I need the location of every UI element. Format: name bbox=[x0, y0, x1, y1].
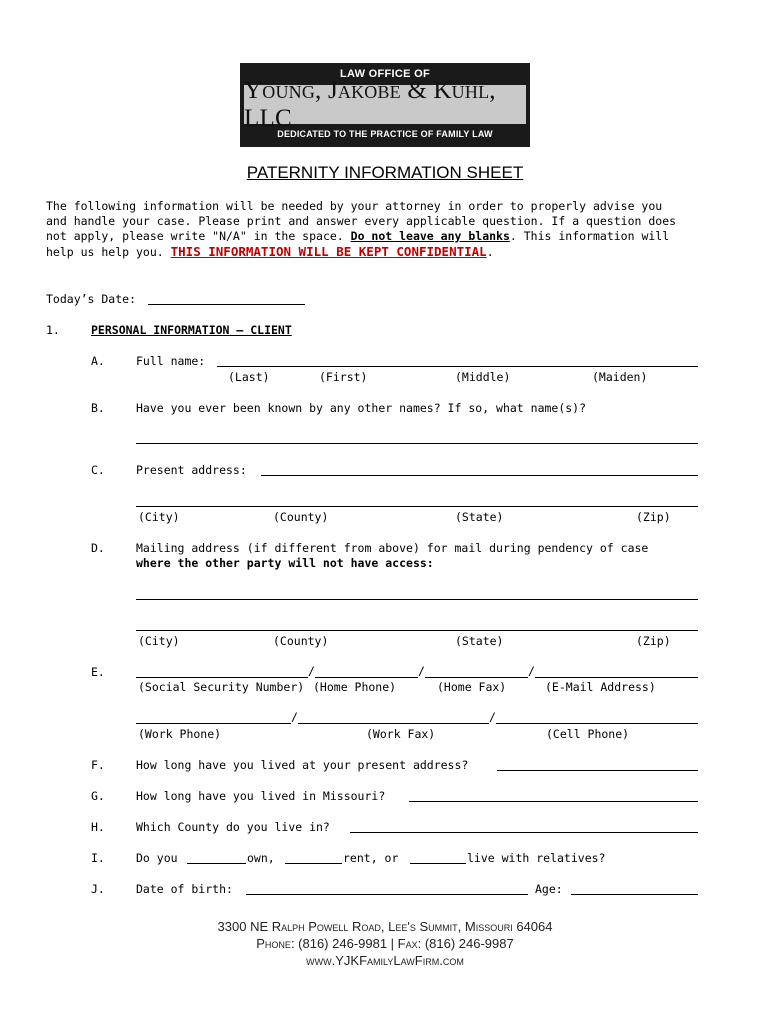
home-phone-field[interactable] bbox=[315, 677, 418, 678]
todays-date-label: Today’s Date: bbox=[46, 292, 137, 306]
item-letter-h: H. bbox=[91, 820, 105, 834]
sub-label-maiden: (Maiden) bbox=[592, 370, 648, 384]
relatives-label: live with relatives? bbox=[467, 851, 606, 865]
dob-field[interactable] bbox=[246, 894, 528, 895]
item-letter-f: F. bbox=[91, 758, 105, 772]
separator: / bbox=[291, 710, 298, 724]
sub-label-last: (Last) bbox=[228, 370, 270, 384]
sub-label-first: (First) bbox=[319, 370, 368, 384]
item-letter-a: A. bbox=[91, 354, 105, 368]
age-field[interactable] bbox=[571, 894, 698, 895]
county-label: Which County do you live in? bbox=[136, 820, 330, 834]
mailing-address-label: Mailing address (if different from above) for mail during pendency of case bbox=[136, 541, 649, 555]
ssn-field[interactable] bbox=[136, 677, 308, 678]
todays-date-field[interactable] bbox=[148, 304, 305, 305]
rent-field[interactable] bbox=[285, 863, 342, 864]
item-letter-b: B. bbox=[91, 401, 105, 415]
home-fax-field[interactable] bbox=[425, 677, 528, 678]
mailing-address-city-field[interactable] bbox=[136, 630, 698, 631]
mailing-address-field[interactable] bbox=[136, 599, 698, 600]
item-letter-i: I. bbox=[91, 851, 105, 865]
rent-label: rent, or bbox=[343, 851, 399, 865]
own-field[interactable] bbox=[187, 863, 246, 864]
present-address-city-field[interactable] bbox=[136, 506, 698, 507]
item-letter-g: G. bbox=[91, 789, 105, 803]
county-field[interactable] bbox=[350, 832, 698, 833]
time-at-address-field[interactable] bbox=[497, 770, 698, 771]
sub-label-city: (City) bbox=[138, 510, 180, 524]
firm-logo bbox=[240, 63, 530, 147]
housing-label: Do you bbox=[136, 851, 178, 865]
no-blanks-notice: Do not leave any blanks bbox=[350, 229, 510, 243]
full-name-field[interactable] bbox=[217, 366, 698, 367]
present-address-label: Present address: bbox=[136, 463, 247, 477]
work-phone-field[interactable] bbox=[136, 723, 291, 724]
footer-website[interactable]: www.YJKFamilyLawFirm.com bbox=[306, 953, 464, 968]
item-letter-d: D. bbox=[91, 541, 105, 555]
item-letter-c: C. bbox=[91, 463, 105, 477]
other-names-field[interactable] bbox=[136, 443, 698, 444]
sub-label-zip: (Zip) bbox=[636, 510, 671, 524]
sub-label-county: (County) bbox=[273, 634, 329, 648]
intro-line-1: The following information will be needed by your attorney in order to properly advise you bbox=[46, 199, 663, 213]
separator: / bbox=[308, 664, 315, 678]
page-title: PATERNITY INFORMATION SHEET bbox=[246, 163, 524, 182]
section-number: 1. bbox=[46, 323, 60, 337]
intro-line-4: help us help you. THIS INFORMATION WILL BE KEPT CONFIDENTIAL. bbox=[46, 244, 494, 259]
footer-phone: Phone: (816) 246-9981 | Fax: (816) 246-9987 bbox=[256, 936, 514, 951]
logo-tagline: DEDICATED TO THE PRACTICE OF FAMILY LAW bbox=[277, 129, 493, 139]
dob-label: Date of birth: bbox=[136, 882, 233, 896]
age-label: Age: bbox=[535, 882, 563, 896]
logo-firm-name: Young, Jakobe & Kuhl, LLC bbox=[244, 85, 526, 124]
sub-label-work-phone: (Work Phone) bbox=[138, 727, 222, 741]
sub-label-home-fax: (Home Fax) bbox=[437, 680, 507, 694]
email-field[interactable] bbox=[535, 677, 698, 678]
section-heading: PERSONAL INFORMATION – CLIENT bbox=[91, 323, 292, 337]
item-letter-e: E. bbox=[91, 665, 105, 679]
separator: / bbox=[489, 710, 496, 724]
full-name-label: Full name: bbox=[136, 354, 206, 368]
work-fax-field[interactable] bbox=[298, 723, 489, 724]
time-in-missouri-label: How long have you lived in Missouri? bbox=[136, 789, 386, 803]
sub-label-city: (City) bbox=[138, 634, 180, 648]
item-letter-j: J. bbox=[91, 882, 105, 896]
cell-phone-field[interactable] bbox=[496, 723, 698, 724]
other-names-label: Have you ever been known by any other names? If so, what name(s)? bbox=[136, 401, 587, 415]
time-in-missouri-field[interactable] bbox=[409, 801, 698, 802]
sub-label-work-fax: (Work Fax) bbox=[366, 727, 436, 741]
own-label: own, bbox=[247, 851, 275, 865]
confidential-notice: THIS INFORMATION WILL BE KEPT CONFIDENTIAL bbox=[170, 244, 487, 259]
sub-label-state: (State) bbox=[455, 510, 504, 524]
present-address-field[interactable] bbox=[261, 475, 698, 476]
footer-address: 3300 NE Ralph Powell Road, Lee's Summit, Missouri 64064 bbox=[217, 919, 553, 934]
relatives-field[interactable] bbox=[410, 863, 466, 864]
sub-label-email: (E-Mail Address) bbox=[545, 680, 656, 694]
separator: / bbox=[528, 664, 535, 678]
logo-top-text: LAW OFFICE OF bbox=[339, 68, 431, 80]
separator: / bbox=[418, 664, 425, 678]
sub-label-state: (State) bbox=[455, 634, 504, 648]
sub-label-home-phone: (Home Phone) bbox=[313, 680, 397, 694]
mailing-address-note: where the other party will not have access: bbox=[136, 556, 434, 570]
time-at-address-label: How long have you lived at your present address? bbox=[136, 758, 469, 772]
footer bbox=[0, 918, 770, 969]
intro-line-3: not apply, please write "N/A" in the space. Do not leave any blanks. This information will bbox=[46, 229, 670, 243]
sub-label-ssn: (Social Security Number) bbox=[138, 680, 305, 694]
sub-label-county: (County) bbox=[273, 510, 329, 524]
sub-label-middle: (Middle) bbox=[455, 370, 511, 384]
sub-label-zip: (Zip) bbox=[636, 634, 671, 648]
intro-line-2: and handle your case. Please print and answer every applicable question. If a question does bbox=[46, 214, 677, 228]
sub-label-cell-phone: (Cell Phone) bbox=[546, 727, 630, 741]
